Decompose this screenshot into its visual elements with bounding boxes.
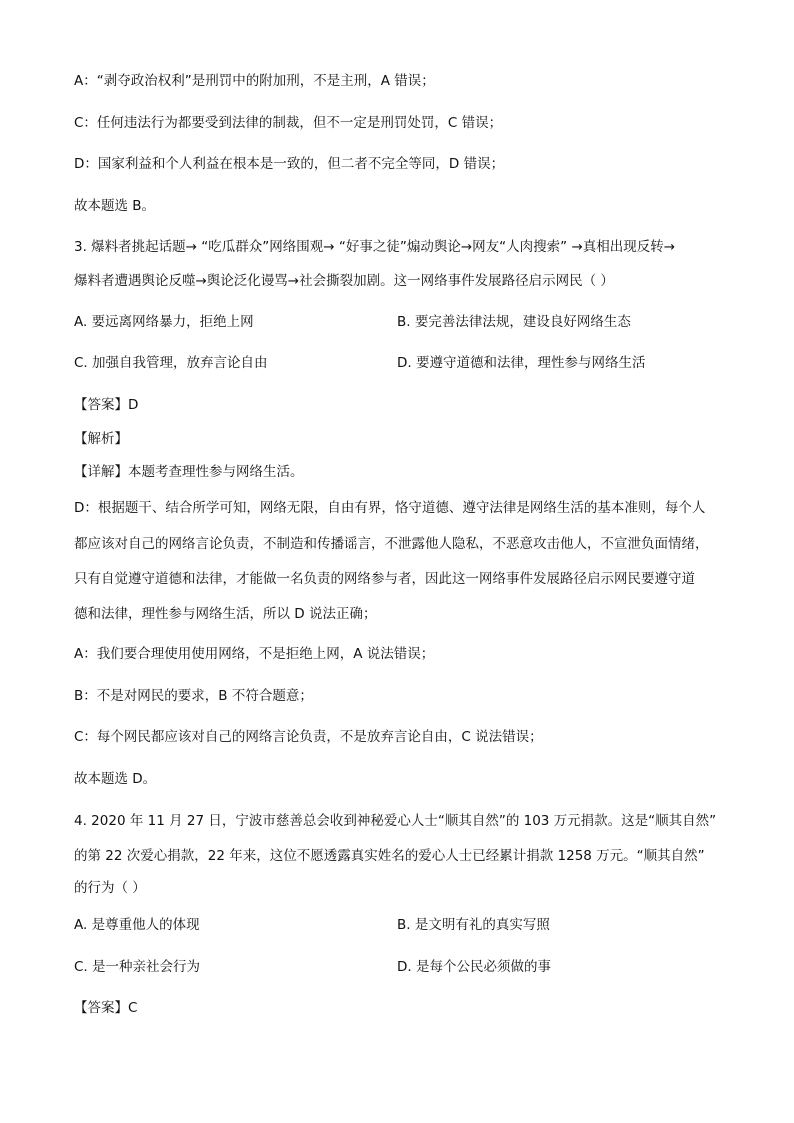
q3-stem-line-2: 爆料者遭遇舆论反噬→舆论泛化谩骂→社会撕裂加剧。这一网络事件发展路径启示网民（ ） (74, 273, 614, 289)
q3-analysis-tag: 【解析】 (74, 431, 128, 447)
q3-stem-line-1: 3. 爆料者挑起话题→ “吃瓜群众”网络围观→ “好事之徒”煽动舆论→网友“人肉搜索” →真相出现反转→ (74, 239, 676, 255)
q3-answer: 【答案】D (74, 397, 139, 413)
analysis-line-a: A：“剥夺政治权利”是刑罚中的附加刑，不是主刑，A 错误； (74, 73, 435, 89)
q3-explanation-1: D：根据题干、结合所学可知，网络无限，自由有界，恪守道德、遵守法律是网络生活的基本准则，每个人 (74, 500, 706, 516)
q4-option-c: C. 是一种亲社会行为 (74, 959, 201, 975)
q3-explanation-2: 都应该对自己的网络言论负责，不制造和传播谣言，不泄露他人隐私，不恶意攻击他人，不宣泄负面情绪， (74, 536, 709, 552)
q3-explanation-3: 只有自觉遵守道德和法律，才能做一名负责的网络参与者，因此这一网络事件发展路径启示网民要遵守道 (74, 571, 695, 587)
q4-stem-line-1: 4. 2020 年 11 月 27 日，宁波市慈善总会收到神秘爱心人士“顺其自然”的 103 万元捐款。这是“顺其自然” (74, 813, 717, 829)
conclusion-line: 故本题选 B。 (74, 198, 156, 214)
q4-answer: 【答案】C (74, 1000, 138, 1016)
q3-conclusion: 故本题选 D。 (74, 771, 157, 787)
q3-explanation-b: B：不是对网民的要求，B 不符合题意； (74, 688, 313, 704)
q4-stem-line-3: 的行为（ ） (74, 880, 146, 896)
q3-explanation-a: A：我们要合理使用使用网络，不是拒绝上网，A 说法错误； (74, 646, 435, 662)
q3-option-d: D. 要遵守道德和法律，理性参与网络生活 (397, 355, 646, 371)
q4-option-d: D. 是每个公民必须做的事 (397, 959, 551, 975)
analysis-line-d: D：国家利益和个人利益在根本是一致的，但二者不完全等同，D 错误； (74, 156, 505, 172)
q3-option-b: B. 要完善法律法规，建设良好网络生态 (397, 314, 631, 330)
q4-option-a: A. 是尊重他人的体现 (74, 917, 200, 933)
q3-option-a: A. 要远离网络暴力，拒绝上网 (74, 314, 254, 330)
q3-option-c: C. 加强自我管理，放弃言论自由 (74, 355, 268, 371)
q3-explanation-4: 德和法律，理性参与网络生活，所以 D 说法正确； (74, 606, 377, 622)
q3-detail: 【详解】本题考查理性参与网络生活。 (74, 464, 304, 480)
analysis-line-c: C：任何违法行为都要受到法律的制裁，但不一定是刑罚处罚，C 错误； (74, 115, 503, 131)
q3-explanation-c: C：每个网民都应该对自己的网络言论负责，不是放弃言论自由，C 说法错误； (74, 729, 543, 745)
q4-option-b: B. 是文明有礼的真实写照 (397, 917, 550, 933)
q4-stem-line-2: 的第 22 次爱心捐款，22 年来，这位不愿透露真实姓名的爱心人士已经累计捐款 1258 万元。“顺其自然” (74, 848, 705, 864)
